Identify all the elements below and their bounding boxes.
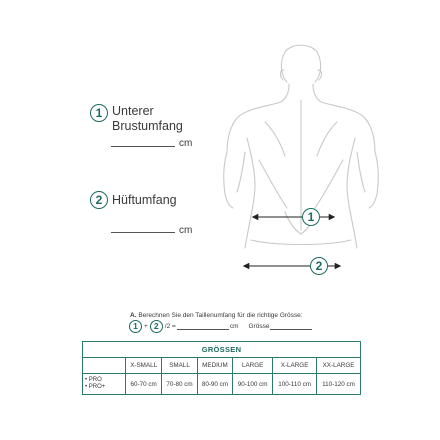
shoulder-blade-left: [265, 122, 285, 156]
size-result-field[interactable]: [270, 323, 312, 330]
value-large: 90-100 cm: [233, 374, 273, 395]
instruction-prefix: A.: [130, 312, 137, 319]
header-small: SMALL: [162, 358, 197, 374]
instruction-body: Berechnen Sie den Taillenumfang für die richtige Grösse:: [138, 312, 303, 319]
formula-size-label: Grösse: [248, 322, 270, 330]
number-badge-2: 2: [90, 191, 108, 209]
measurement-1-label: [112, 104, 183, 134]
header-xxlarge: XX-LARGE: [317, 358, 361, 374]
value-xxlarge: 110-120 cm: [317, 374, 361, 395]
formula-divide: /2 =: [164, 322, 176, 330]
right-arm-inner: [357, 152, 365, 192]
head-outline: [281, 45, 320, 82]
formula-badge-2: 2: [150, 320, 163, 333]
measurement-2-unit: cm: [179, 225, 193, 236]
figure-marker-2: [310, 257, 328, 275]
measurement-1: [90, 104, 108, 122]
measurement-2-input-line[interactable]: [111, 224, 175, 233]
size-table: [82, 341, 361, 395]
measurement-1-unit: cm: [179, 138, 193, 149]
header-large: LARGE: [233, 358, 273, 374]
waist-result-field[interactable]: [177, 323, 229, 330]
measurement-1-label-line1: Unterer: [112, 104, 154, 118]
left-arm-inner: [237, 152, 245, 192]
measurement-arrows: [240, 200, 350, 280]
value-small: 70-80 cm: [162, 374, 197, 395]
number-badge-1: 1: [90, 104, 108, 122]
instruction-text: [130, 312, 303, 319]
formula-plus: +: [144, 322, 148, 330]
figure-marker-2-badge: 2: [310, 257, 328, 275]
table-row: [83, 374, 361, 395]
measurement-1-label-line2: Brustumfang: [112, 119, 183, 133]
formula-unit: cm: [229, 322, 239, 330]
model-pro-plus: • PRO+: [85, 384, 106, 390]
measurement-2: [90, 191, 108, 209]
size-table-title: GRÖSSEN: [83, 342, 361, 358]
header-xlarge: X-LARGE: [273, 358, 317, 374]
right-arm-outer: [369, 152, 378, 208]
header-xsmall: X-SMALL: [126, 358, 162, 374]
header-medium: MEDIUM: [197, 358, 232, 374]
figure-marker-1-badge: 1: [302, 208, 320, 226]
figure-marker-1: [302, 208, 320, 226]
waist-formula: [129, 319, 312, 333]
measurement-1-input-line[interactable]: [111, 138, 175, 147]
value-xsmall: 60-70 cm: [126, 374, 162, 395]
value-medium: 80-90 cm: [197, 374, 232, 395]
measurement-2-label: Hüftumfang: [112, 193, 177, 207]
model-cell: [83, 374, 126, 395]
value-xlarge: 100-110 cm: [273, 374, 317, 395]
formula-badge-1: 1: [129, 320, 142, 333]
table-corner: [83, 358, 126, 374]
left-arm-outer: [224, 152, 233, 208]
model-pro: • PRO: [85, 377, 102, 383]
shoulder-blade-right: [317, 122, 337, 156]
